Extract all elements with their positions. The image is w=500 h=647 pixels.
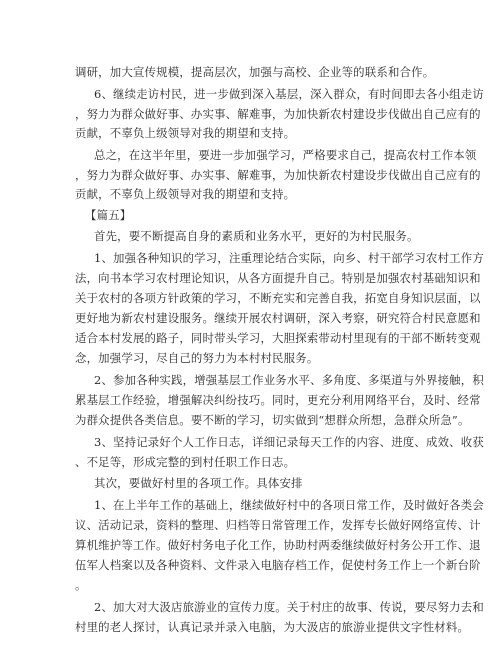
text-line-7: 贡献，不辜负上级领导对我的期望和支持。 (75, 187, 296, 201)
text-line-2: 6、继续走访村民，进一步做到深入基层，深入群众，有时间即去各小组走访 (94, 87, 484, 101)
text-line-28: 村里的老人探讨，认真记录并录入电脑，为大汲店的旅游业提供文字性材料。 (75, 620, 470, 634)
text-line-6: ，努力为群众做好事、办实事、解难事，为加快新农村建设步伐做出自己应有的 (75, 168, 481, 182)
text-line-11: 法，向书本学习农村理论知识，从各方面提升自己。特别是加强农村基础知识和 (75, 271, 481, 285)
text-line-3: ，努力为群众做好事、办实事、解难事，为加快新农村建设步伐做出自己应有的 (75, 107, 481, 121)
text-line-10: 1、加强各种知识的学习，注重理论结合实际，向乡、村干部学习农村工作方 (94, 251, 484, 265)
text-line-12: 关于农村的各项方针政策的学习，不断充实和完善自我，拓宽自身知识层面，以 (75, 291, 481, 305)
text-line-22: 1、在上半年工作的基础上，继续做好村中的各项日常工作，及时做好各类会 (94, 498, 484, 512)
text-line-4: 贡献，不辜负上级领导对我的期望和支持。 (75, 126, 296, 140)
text-line-27: 2、加大对大汲店旅游业的宣传力度。关于村庄的故事、传说，要尽努力去和 (94, 600, 484, 614)
text-line-15: 念，加强学习，尽自己的努力为本村村民服务。 (75, 351, 319, 365)
text-line-5: 总之，在这半年里，要进一步加强学习，严格要求自己，提高农村工作本领 (94, 148, 477, 162)
text-line-24: 算机维护等工作。做好村务电子化工作，协助村两委继续做好村务公开工作、退 (75, 538, 481, 552)
text-line-16: 2、参加各种实践，增强基层工作业务水平、多角度、多渠道与外界接触，积 (94, 373, 484, 387)
text-line-25: 伍军人档案以及各种资料、文件录入电脑存档工作，促使村务工作上一个新台阶 (75, 558, 481, 572)
text-line-23: 议、活动记录，资料的整理、归档等日常管理工作，发挥专长做好网络宣传、计 (75, 518, 481, 532)
section-heading: 【篇五】 (85, 208, 132, 222)
text-line-18: 为群众提供各类信息。要不断的学习，切实做到“想群众所想，急群众所急”。 (75, 413, 470, 427)
text-line-13: 更好地为新农村建设服务。继续开展农村调研，深入考察，研究符合村民意愿和 (75, 311, 481, 325)
text-line-17: 累基层工作经验，增强解决纠纷技巧。同时，更充分利用网络平台，及时、经常 (75, 393, 481, 407)
text-line-19: 3、坚持记录好个人工作日志，详细记录每天工作的内容、进度、成效、收获 (94, 435, 484, 449)
text-line-26: 。 (75, 578, 87, 592)
text-line-14: 适合本村发展的路子，同时带头学习，大胆探索带动村里现有的干部不断转变观 (75, 331, 481, 345)
text-line-21: 其次，要做好村里的各项工作。具体安排 (94, 476, 303, 490)
text-line-20: 、不足等，形成完整的到村任职工作日志。 (75, 455, 296, 469)
text-line-1: 调研，加大宣传规模，提高层次，加强与高校、企业等的联系和合作。 (75, 65, 435, 79)
text-line-9: 首先，要不断提高自身的素质和业务水平，更好的为村民服务。 (94, 229, 419, 243)
